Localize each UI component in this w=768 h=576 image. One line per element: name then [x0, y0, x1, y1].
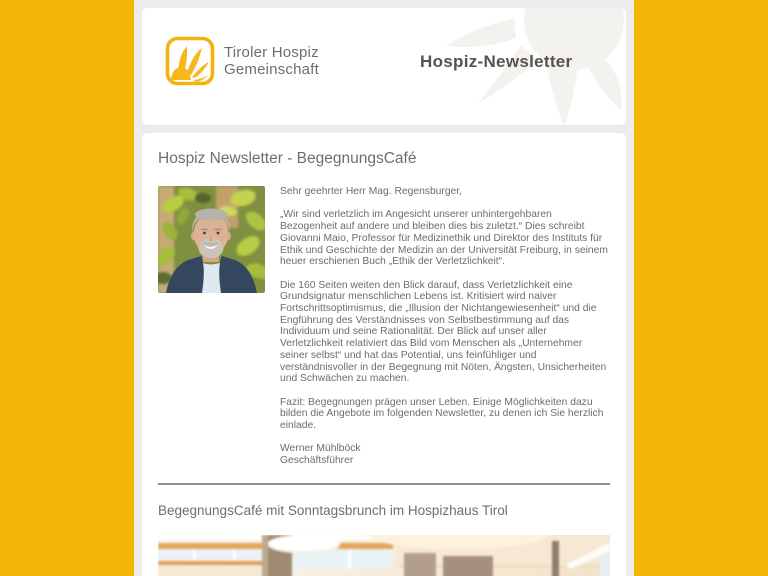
paragraph: Die 160 Seiten weiten den Blick darauf, dass Verletzlichkeit eine Grundsignatur menschlichen Lebens ist. Kritisiert wird naiver Fortschrittsoptimismus, die „Illusion der Nichtangewiesenheit“ und die Engführung des Verständnisses von Selbstbestimmung auf das Individuum und seine Rationalität. Der Blick auf unser aller Verletzlichkeit relativiert das Bild vom Menschen als „Unternehmer seiner selbst“ und hat das Potential, uns feinfühliger und verständnisvoller in der Begegnung mit Nöten, Ängsten, Unsicherheiten und Schwächen zu machen.: [280, 279, 607, 385]
page-title: Hospiz Newsletter - BegegnungsCafé: [158, 150, 417, 167]
brand-name-line2: Gemeinschaft: [224, 61, 319, 78]
tiroler-hospiz-logo-icon: [165, 36, 215, 86]
portrait-photo: [158, 186, 265, 293]
newsletter-content: [142, 133, 626, 576]
signature-role: Geschäftsführer: [280, 455, 354, 467]
intro-section: [158, 186, 610, 467]
newsletter-column: [134, 0, 634, 576]
newsletter-header: [142, 8, 626, 125]
section-title: BegegnungsCafé mit Sonntagsbrunch im Hospizhaus Tirol: [158, 502, 508, 518]
signature-name: Werner Mühlböck: [280, 443, 361, 455]
masthead-title: Hospiz-Newsletter: [420, 52, 573, 71]
paragraph: „Wir sind verletzlich im Angesicht unserer unhintergehbaren Bezogenheit auf andere und bleiben dies bis zuletzt.“ Dies schreibt Giovanni Maio, Professor für Medizinethik und Direktor des Instituts für Ethik und Geschichte der Medizin an der Universität Freiburg, in seinem heuer erschienen Buch „Ethik der Verletzlichkeit“.: [280, 209, 608, 268]
brand-name-line1: Tiroler Hospiz: [224, 43, 319, 61]
brand-name: [224, 44, 319, 79]
section-divider: [158, 483, 610, 485]
paragraph: Fazit: Begegnungen prägen unser Leben. Einige Möglichkeiten dazu bilden die Angebote im folgenden Newsletter, zu denen ich Sie herzlich einlade.: [280, 396, 604, 432]
brand: [165, 36, 319, 86]
letter-text: [280, 186, 610, 467]
cafe-interior-photo: [158, 535, 610, 576]
greeting: Sehr geehrter Herr Mag. Regensburger,: [280, 186, 463, 197]
